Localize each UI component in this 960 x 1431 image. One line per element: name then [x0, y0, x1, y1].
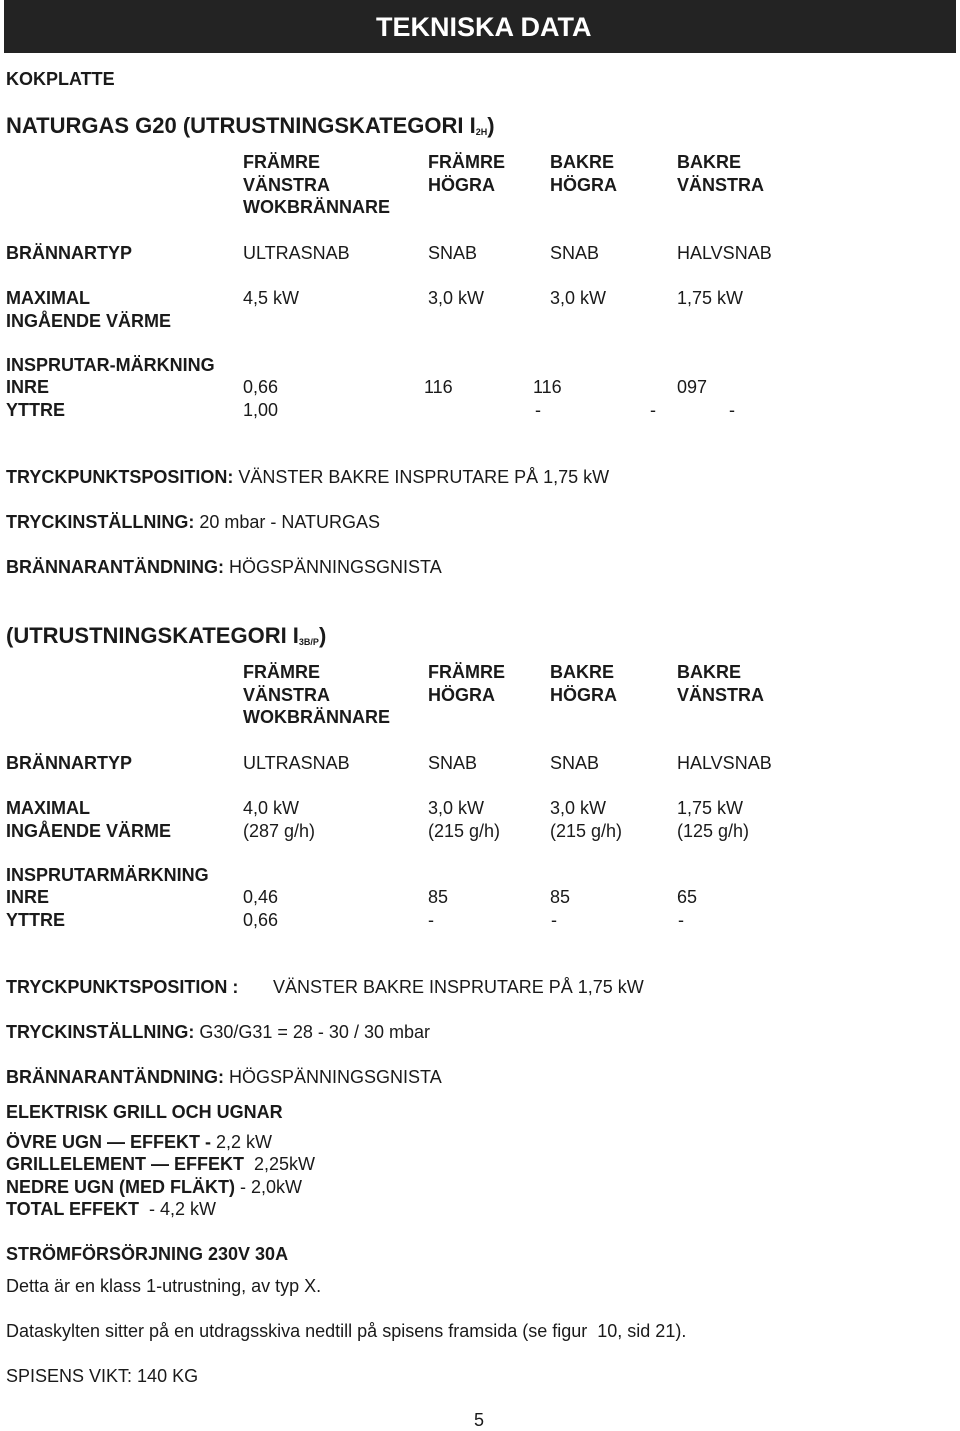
g30-max-heat-value: 1,75 kW	[677, 798, 744, 818]
g30-ignition-label: BRÄNNARANTÄNDNING:	[6, 1067, 224, 1087]
g30-max-heat-value: 3,0 kW	[550, 798, 607, 818]
g30-burner-type-value: SNAB	[428, 753, 478, 773]
g30-heading	[6, 623, 326, 653]
total-power-label: TOTAL EFFEKT	[6, 1199, 139, 1219]
rating-plate-text: Dataskylten sitter på en utdragsskiva nedtill på spisens framsida (se figur 10, sid 21).	[6, 1321, 687, 1341]
g20-col-header-line: HÖGRA	[428, 174, 495, 195]
g30-injector-inner-label: INRE	[6, 887, 50, 907]
g20-max-heat-value: 3,0 kW	[550, 288, 607, 308]
g20-col-header-line: WOKBRÄNNARE	[243, 197, 390, 217]
g20-pressure-setting-value: 20 mbar - NATURGAS	[199, 512, 381, 532]
g20-pressure-point-value: VÄNSTER BAKRE INSPRUTARE PÅ 1,75 kW	[238, 467, 610, 487]
g30-col-header-line: FRÄMRE	[243, 662, 320, 682]
electric-heading: ELEKTRISK GRILL OCH UGNAR	[6, 1102, 283, 1122]
g20-burner-type-value: SNAB	[550, 243, 600, 263]
total-power-value: - 4,2 kW	[139, 1199, 217, 1219]
page-number: 5	[474, 1410, 485, 1430]
upper-oven-label: ÖVRE UGN — EFFEKT -	[6, 1132, 212, 1152]
g20-col-header-line: HÖGRA	[550, 174, 617, 195]
g30-col-header-line: WOKBRÄNNARE	[243, 707, 390, 727]
g20-injector-inner-value: 097	[677, 377, 708, 397]
section-label: KOKPLATTE	[6, 69, 115, 89]
g20-burner-type-value: ULTRASNAB	[243, 243, 350, 263]
g30-pressure-point-value: VÄNSTER BAKRE INSPRUTARE PÅ 1,75 kW	[273, 977, 644, 997]
g20-injector-inner-label: INRE	[6, 377, 50, 397]
g20-max-heat-label	[6, 287, 171, 332]
header-bar	[4, 0, 956, 53]
g30-pressure-point-label: TRYCKPUNKTSPOSITION :	[6, 977, 239, 997]
g20-burner-type-label: BRÄNNARTYP	[6, 243, 132, 263]
g30-col-header-line: VÄNSTRA	[677, 684, 765, 705]
g30-injector-inner-value: 85	[428, 887, 449, 907]
g30-col-header-line: BAKRE	[677, 662, 742, 682]
g20-pressure-setting-label: TRYCKINSTÄLLNING:	[6, 512, 195, 532]
g30-ignition-value: HÖGSPÄNNINGSGNISTA	[229, 1067, 442, 1087]
g20-max-heat-value: 1,75 kW	[677, 288, 744, 308]
g20-ignition	[6, 556, 442, 578]
g20-col-header-rear-left	[677, 151, 764, 196]
g30-injector-outer-value: -	[551, 910, 557, 930]
g30-col-header-line: VÄNSTRA	[243, 684, 331, 705]
g30-injector-outer-value: -	[428, 910, 434, 930]
grill-row	[6, 1153, 315, 1175]
g20-max-heat-label-line: MAXIMAL	[6, 288, 90, 308]
lower-oven-label: NEDRE UGN (MED FLÄKT)	[6, 1177, 235, 1197]
g30-burner-type-label: BRÄNNARTYP	[6, 753, 132, 773]
g30-max-heat-value: 4,0 kW	[243, 798, 300, 818]
g30-injector-outer-value: 0,66	[243, 910, 279, 930]
g30-max-heat-value: 3,0 kW	[428, 798, 485, 818]
g20-max-heat-value: 4,5 kW	[243, 288, 300, 308]
g30-max-heat-flow: (215 g/h)	[550, 820, 623, 841]
page-title: TEKNISKA DATA	[376, 12, 592, 42]
g30-burner-type-value: HALVSNAB	[677, 753, 772, 773]
g30-max-heat-label	[6, 797, 171, 842]
g30-burner-type-value: ULTRASNAB	[243, 753, 350, 773]
total-power-row	[6, 1198, 216, 1220]
weight-text: SPISENS VIKT: 140 KG	[6, 1366, 199, 1386]
g30-max-heat-flow: (215 g/h)	[428, 820, 501, 841]
g30-injector-inner-value: 0,46	[243, 887, 279, 907]
g20-pressure-setting	[6, 511, 380, 533]
g30-col-header-rear-left	[677, 661, 764, 706]
g30-injector-outer-label: YTTRE	[6, 910, 66, 930]
g20-col-header-line: VÄNSTRA	[243, 174, 331, 195]
g30-ignition	[6, 1066, 442, 1088]
g20-injector-outer-value: -	[729, 400, 735, 420]
g30-injector-inner-value: 65	[677, 887, 698, 907]
g30-burner-type-value: SNAB	[550, 753, 600, 773]
g30-max-heat-cell	[550, 797, 622, 842]
g30-col-header-rear-right	[550, 661, 617, 706]
g30-heading-end: )	[318, 623, 327, 648]
g30-max-heat-label-line: MAXIMAL	[6, 798, 90, 818]
g20-heading	[6, 113, 495, 143]
g20-injector-outer-value: -	[535, 400, 541, 420]
g20-burner-type-value: HALVSNAB	[677, 243, 772, 263]
g30-pressure-setting	[6, 1021, 430, 1043]
g20-heading-subscript: 2H	[475, 127, 488, 137]
power-supply: STRÖMFÖRSÖRJNING 230V 30A	[6, 1244, 289, 1264]
g20-injector-label: INSPRUTAR-MÄRKNING	[6, 355, 215, 375]
g20-col-header-front-right	[428, 151, 505, 196]
grill-value: 2,25kW	[244, 1154, 316, 1174]
g30-col-header-front-left	[243, 661, 390, 729]
grill-label: GRILLELEMENT — EFFEKT	[6, 1154, 244, 1174]
g20-injector-outer-value: -	[650, 400, 656, 420]
g20-pressure-point	[6, 466, 609, 488]
g20-heading-text: NATURGAS G20 (UTRUSTNINGSKATEGORI I	[6, 113, 476, 138]
g20-col-header-line: BAKRE	[550, 152, 615, 172]
g30-col-header-line: FRÄMRE	[428, 662, 505, 682]
g30-max-heat-cell	[243, 797, 315, 842]
g30-max-heat-cell	[428, 797, 500, 842]
g30-injector-outer-value: -	[678, 910, 684, 930]
g20-ignition-value: HÖGSPÄNNINGSGNISTA	[229, 557, 442, 577]
g30-injector-label: INSPRUTARMÄRKNING	[6, 865, 209, 885]
g30-max-heat-label-line: INGÅENDE VÄRME	[6, 820, 172, 841]
g20-injector-outer-value: 1,00	[243, 400, 279, 420]
lower-oven-value: - 2,0kW	[234, 1177, 302, 1197]
g20-max-heat-label-line: INGÅENDE VÄRME	[6, 310, 172, 331]
g20-pressure-point-label: TRYCKPUNKTSPOSITION:	[6, 467, 234, 487]
g20-col-header-front-left	[243, 151, 390, 219]
g20-col-header-line: FRÄMRE	[243, 152, 320, 172]
g20-injector-inner-value: 116	[424, 377, 453, 397]
g30-heading-text: (UTRUSTNINGSKATEGORI I	[6, 623, 299, 648]
g20-injector-outer-label: YTTRE	[6, 400, 66, 420]
g30-pressure-setting-value: G30/G31 = 28 - 30 / 30 mbar	[199, 1022, 430, 1042]
g20-injector-inner-value: 116	[533, 377, 562, 397]
g20-injector-inner-value: 0,66	[243, 377, 279, 397]
g20-max-heat-value: 3,0 kW	[428, 288, 485, 308]
g30-heading-subscript: 3B/P	[298, 637, 319, 647]
g30-col-header-front-right	[428, 661, 505, 706]
upper-oven-value: 2,2 kW	[211, 1132, 273, 1152]
lower-oven-row	[6, 1176, 302, 1198]
g30-col-header-line: HÖGRA	[550, 684, 617, 705]
g20-ignition-label: BRÄNNARANTÄNDNING:	[6, 557, 224, 577]
g30-pressure-setting-label: TRYCKINSTÄLLNING:	[6, 1022, 195, 1042]
class-text: Detta är en klass 1-utrustning, av typ X.	[6, 1276, 322, 1296]
g20-burner-type-value: SNAB	[428, 243, 478, 263]
g30-col-header-line: BAKRE	[550, 662, 615, 682]
g20-col-header-line: BAKRE	[677, 152, 742, 172]
g30-col-header-line: HÖGRA	[428, 684, 495, 705]
g20-heading-end: )	[487, 113, 495, 138]
g20-col-header-line: VÄNSTRA	[677, 174, 765, 195]
g20-col-header-rear-right	[550, 151, 617, 196]
g30-max-heat-flow: (125 g/h)	[677, 820, 750, 841]
upper-oven-row	[6, 1131, 272, 1153]
g30-injector-inner-value: 85	[550, 887, 571, 907]
g30-max-heat-flow: (287 g/h)	[243, 820, 316, 841]
g20-col-header-line: FRÄMRE	[428, 152, 505, 172]
g30-max-heat-cell	[677, 797, 749, 842]
